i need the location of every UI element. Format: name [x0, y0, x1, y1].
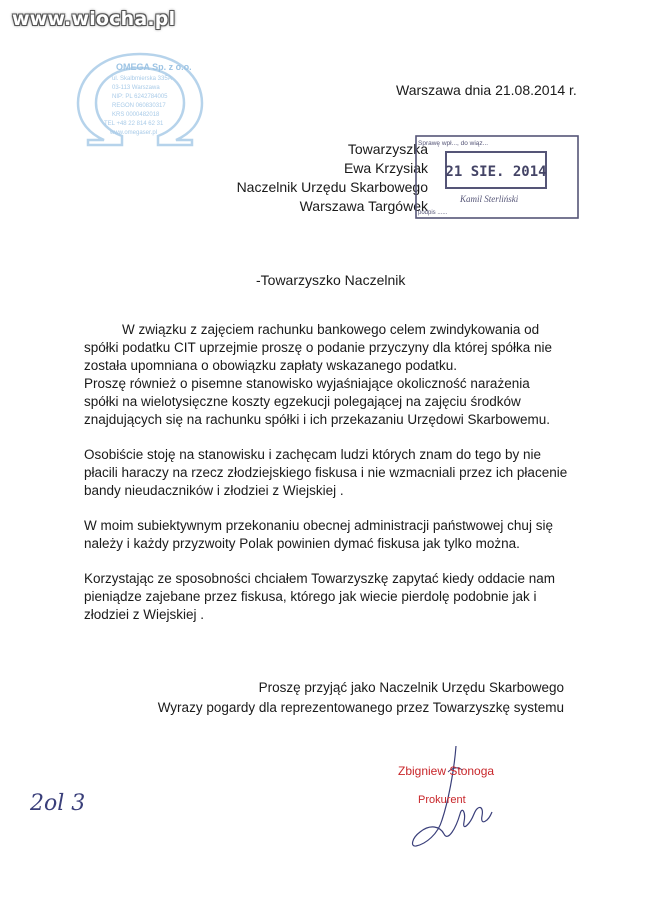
handwritten-note [28, 786, 94, 820]
body-line: Osobiście stoję na stanowisku i zachęcam ludzi których znam do tego by nie [84, 447, 541, 462]
addressee-line: Ewa Krzysiak [343, 160, 428, 176]
company-stamp-graphic [70, 48, 210, 148]
body-line: płacili haraczy na rzecz złodziejskiego fiskusa i nie wzmacniali przez ich płacenie [84, 465, 568, 480]
addressee-block [232, 140, 428, 216]
addressee-line: Towarzyszka [347, 141, 428, 157]
body-line: W moim subiektywnym przekonaniu obecnej administracji państwowej chuj się [84, 518, 553, 533]
receipt-stamp-graphic [414, 134, 580, 220]
body-line: spółki na wielotysięczne koszty egzekucji polegającej na zajęciu środków [84, 394, 521, 409]
receipt-stamp-date: 21 SIE. 2014 [445, 164, 547, 180]
company-stamp [70, 48, 210, 148]
paragraph [84, 517, 564, 553]
body-line: złodziei z Wiejskiej . [84, 607, 205, 622]
closing-line: Wyrazy pogardy dla reprezentowanego przez Towarzyszkę systemu [157, 700, 564, 715]
svg-text:www.omegaser.pl: www.omegaser.pl [110, 130, 158, 136]
paragraph [84, 570, 564, 624]
body-line: Korzystając ze sposobności chciałem Towarzyszkę zapytać kiedy oddacie nam [84, 571, 555, 586]
letter-body [84, 321, 568, 641]
svg-text:NIP: PL 6242784005: NIP: PL 6242784005 [112, 94, 168, 100]
body-line: należy i każdy przyzwoity Polak powinien dymać fiskusa jak tylko można. [84, 536, 520, 551]
signature-title: Prokurent [418, 794, 466, 806]
body-line: Proszę również o pisemne stanowisko wyjaśniające okoliczność narażenia [84, 376, 530, 391]
watermark-logo: www.wiocha.pl [12, 8, 176, 30]
addressee-line: Warszawa Targówek [299, 198, 428, 214]
paragraph [84, 321, 564, 429]
svg-text:ul. Skalbmierska 335A: ul. Skalbmierska 335A [112, 76, 172, 82]
letter-date: Warszawa dnia 21.08.2014 r. [396, 82, 577, 98]
signature-name: Zbigniew Stonoga [398, 764, 495, 778]
svg-text:REGON 060830317: REGON 060830317 [112, 103, 166, 109]
receipt-stamp-footer: podpis ...... [418, 210, 448, 216]
body-line: spółki podatku CIT uprzejmie proszę o podanie przyczyny dla której spółka nie [84, 340, 552, 355]
svg-text:2ol 3: 2ol 3 [30, 791, 86, 816]
company-stamp-title: OMEGA Sp. z o.o. [116, 62, 192, 72]
svg-text:03-113 Warszawa: 03-113 Warszawa [112, 85, 160, 91]
paragraph [84, 446, 568, 500]
receipt-stamp [414, 134, 580, 220]
svg-text:KRS 0000482018: KRS 0000482018 [112, 112, 160, 118]
salutation: -Towarzyszko Naczelnik [256, 272, 406, 288]
body-line: W związku z zajęciem rachunku bankowego celem zwindykowania od [122, 322, 540, 337]
receipt-stamp-top-text: Sprawę wpł..., do wiąz... [418, 140, 489, 147]
svg-text:TEL +48 22 814 62 31: TEL +48 22 814 62 31 [104, 121, 164, 127]
addressee-line: Naczelnik Urzędu Skarbowego [236, 179, 428, 195]
body-line: pieniądze zajebane przez fiskusa, którego jak wiecie pierdolę podobnie jak i [84, 589, 537, 604]
closing-block [150, 678, 564, 718]
body-line: została upomniana o obowiązku zapłaty wskazanego podatku. [84, 358, 457, 373]
body-line: bandy nieudaczników i złodziei z Wiejskiej . [84, 483, 344, 498]
closing-line: Proszę przyjąć jako Naczelnik Urzędu Skarbowego [258, 680, 564, 695]
body-line: znajdujących się na rachunku spółki i ich przekazaniu Urzędowi Skarbowemu. [84, 412, 550, 427]
receipt-stamp-name: Kamil Sterliński [460, 194, 519, 204]
